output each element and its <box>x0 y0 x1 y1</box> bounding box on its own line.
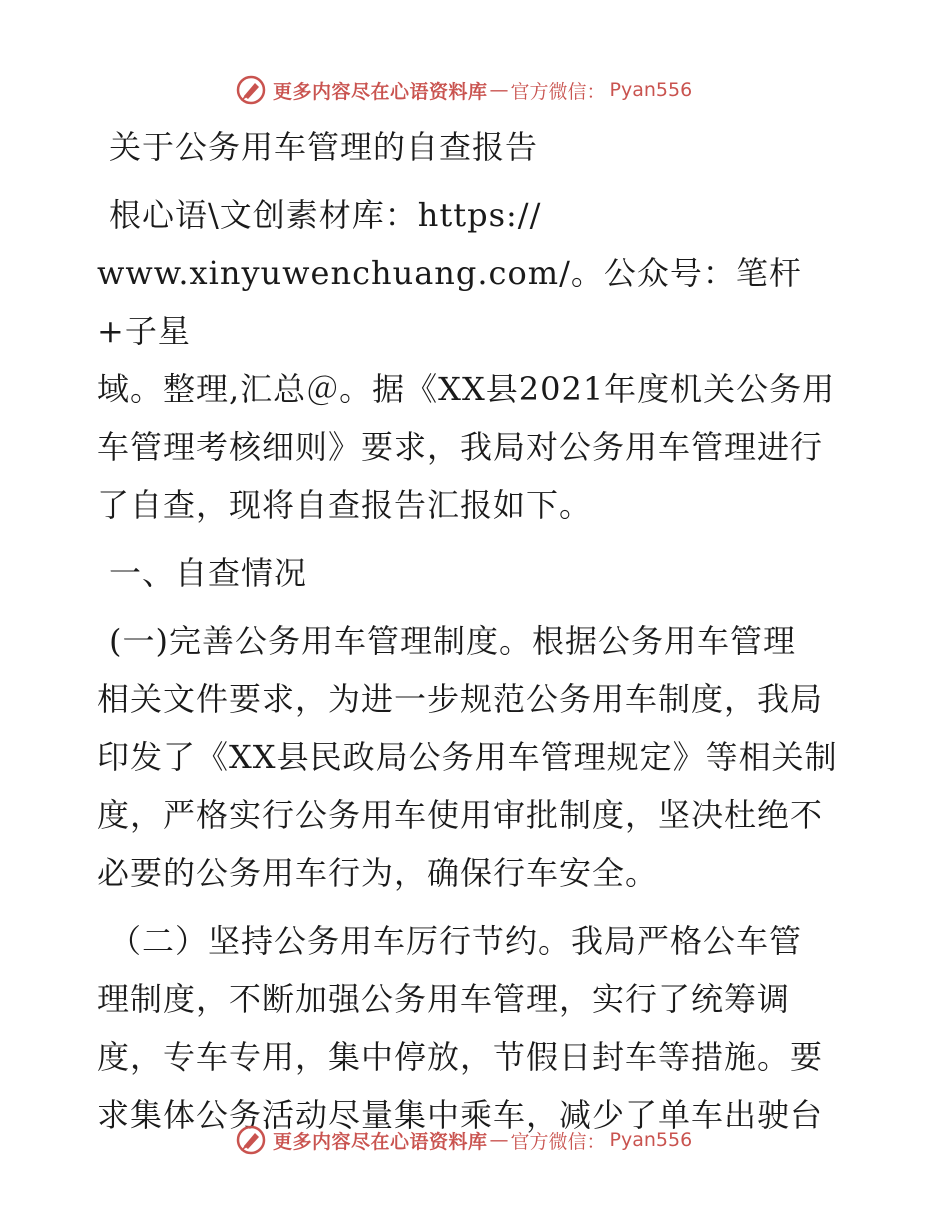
intro-line: 车管理考核细则》要求，我局对公务用车管理进行 <box>97 428 824 466</box>
watermark-dash: — <box>489 79 509 101</box>
intro-line: 域。整理,汇总＠。据《XX县2021年度机关公务用 <box>97 370 836 408</box>
brand-logo-icon <box>235 1124 267 1156</box>
intro-paragraph <box>97 186 857 534</box>
footer-watermark <box>235 1122 692 1158</box>
header-watermark <box>235 72 692 108</box>
watermark-sub-text: 官方微信： <box>510 1130 606 1153</box>
section-heading: 一、自查情况 <box>109 554 308 592</box>
paragraph-line: （二）坚持公务用车厉行节约。我局严格公车管 <box>109 922 803 960</box>
paragraph-line: 必要的公务用车行为，确保行车安全。 <box>97 854 659 892</box>
paragraph-line: 理制度，不断加强公务用车管理，实行了统筹调 <box>97 980 791 1018</box>
watermark-handle: Pyan556 <box>609 1129 693 1151</box>
watermark-main-text: 更多内容尽在心语资料库 <box>273 1130 488 1153</box>
watermark-sub-text: 官方微信： <box>510 80 606 103</box>
intro-line: www.xinyuwenchuang.com/。公众号：笔杆+子星 <box>97 254 802 350</box>
paragraph-line: 度，严格实行公务用车使用审批制度，坚决杜绝不 <box>97 796 824 834</box>
document-title: 关于公务用车管理的自查报告 <box>109 128 539 166</box>
watermark-main-text: 更多内容尽在心语资料库 <box>273 80 488 103</box>
watermark-handle: Pyan556 <box>609 79 693 101</box>
paragraph-2 <box>97 912 857 1144</box>
document-body <box>97 118 857 1154</box>
intro-line: 根心语\文创素材库：https:// <box>109 196 542 234</box>
paragraph-line: 求集体公务活动尽量集中乘车，减少了单车出驶台 <box>97 1096 824 1134</box>
paragraph-1 <box>97 612 857 902</box>
paragraph-line: (一)完善公务用车管理制度。根据公务用车管理 <box>109 622 796 660</box>
brand-logo-icon <box>235 74 267 106</box>
paragraph-line: 度，专车专用，集中停放，节假日封车等措施。要 <box>97 1038 824 1076</box>
paragraph-line: 相关文件要求，为进一步规范公务用车制度，我局 <box>97 680 824 718</box>
paragraph-line: 印发了《XX县民政局公务用车管理规定》等相关制 <box>97 738 838 776</box>
watermark-dash: — <box>489 1129 509 1151</box>
intro-line: 了自查，现将自查报告汇报如下。 <box>97 486 593 524</box>
